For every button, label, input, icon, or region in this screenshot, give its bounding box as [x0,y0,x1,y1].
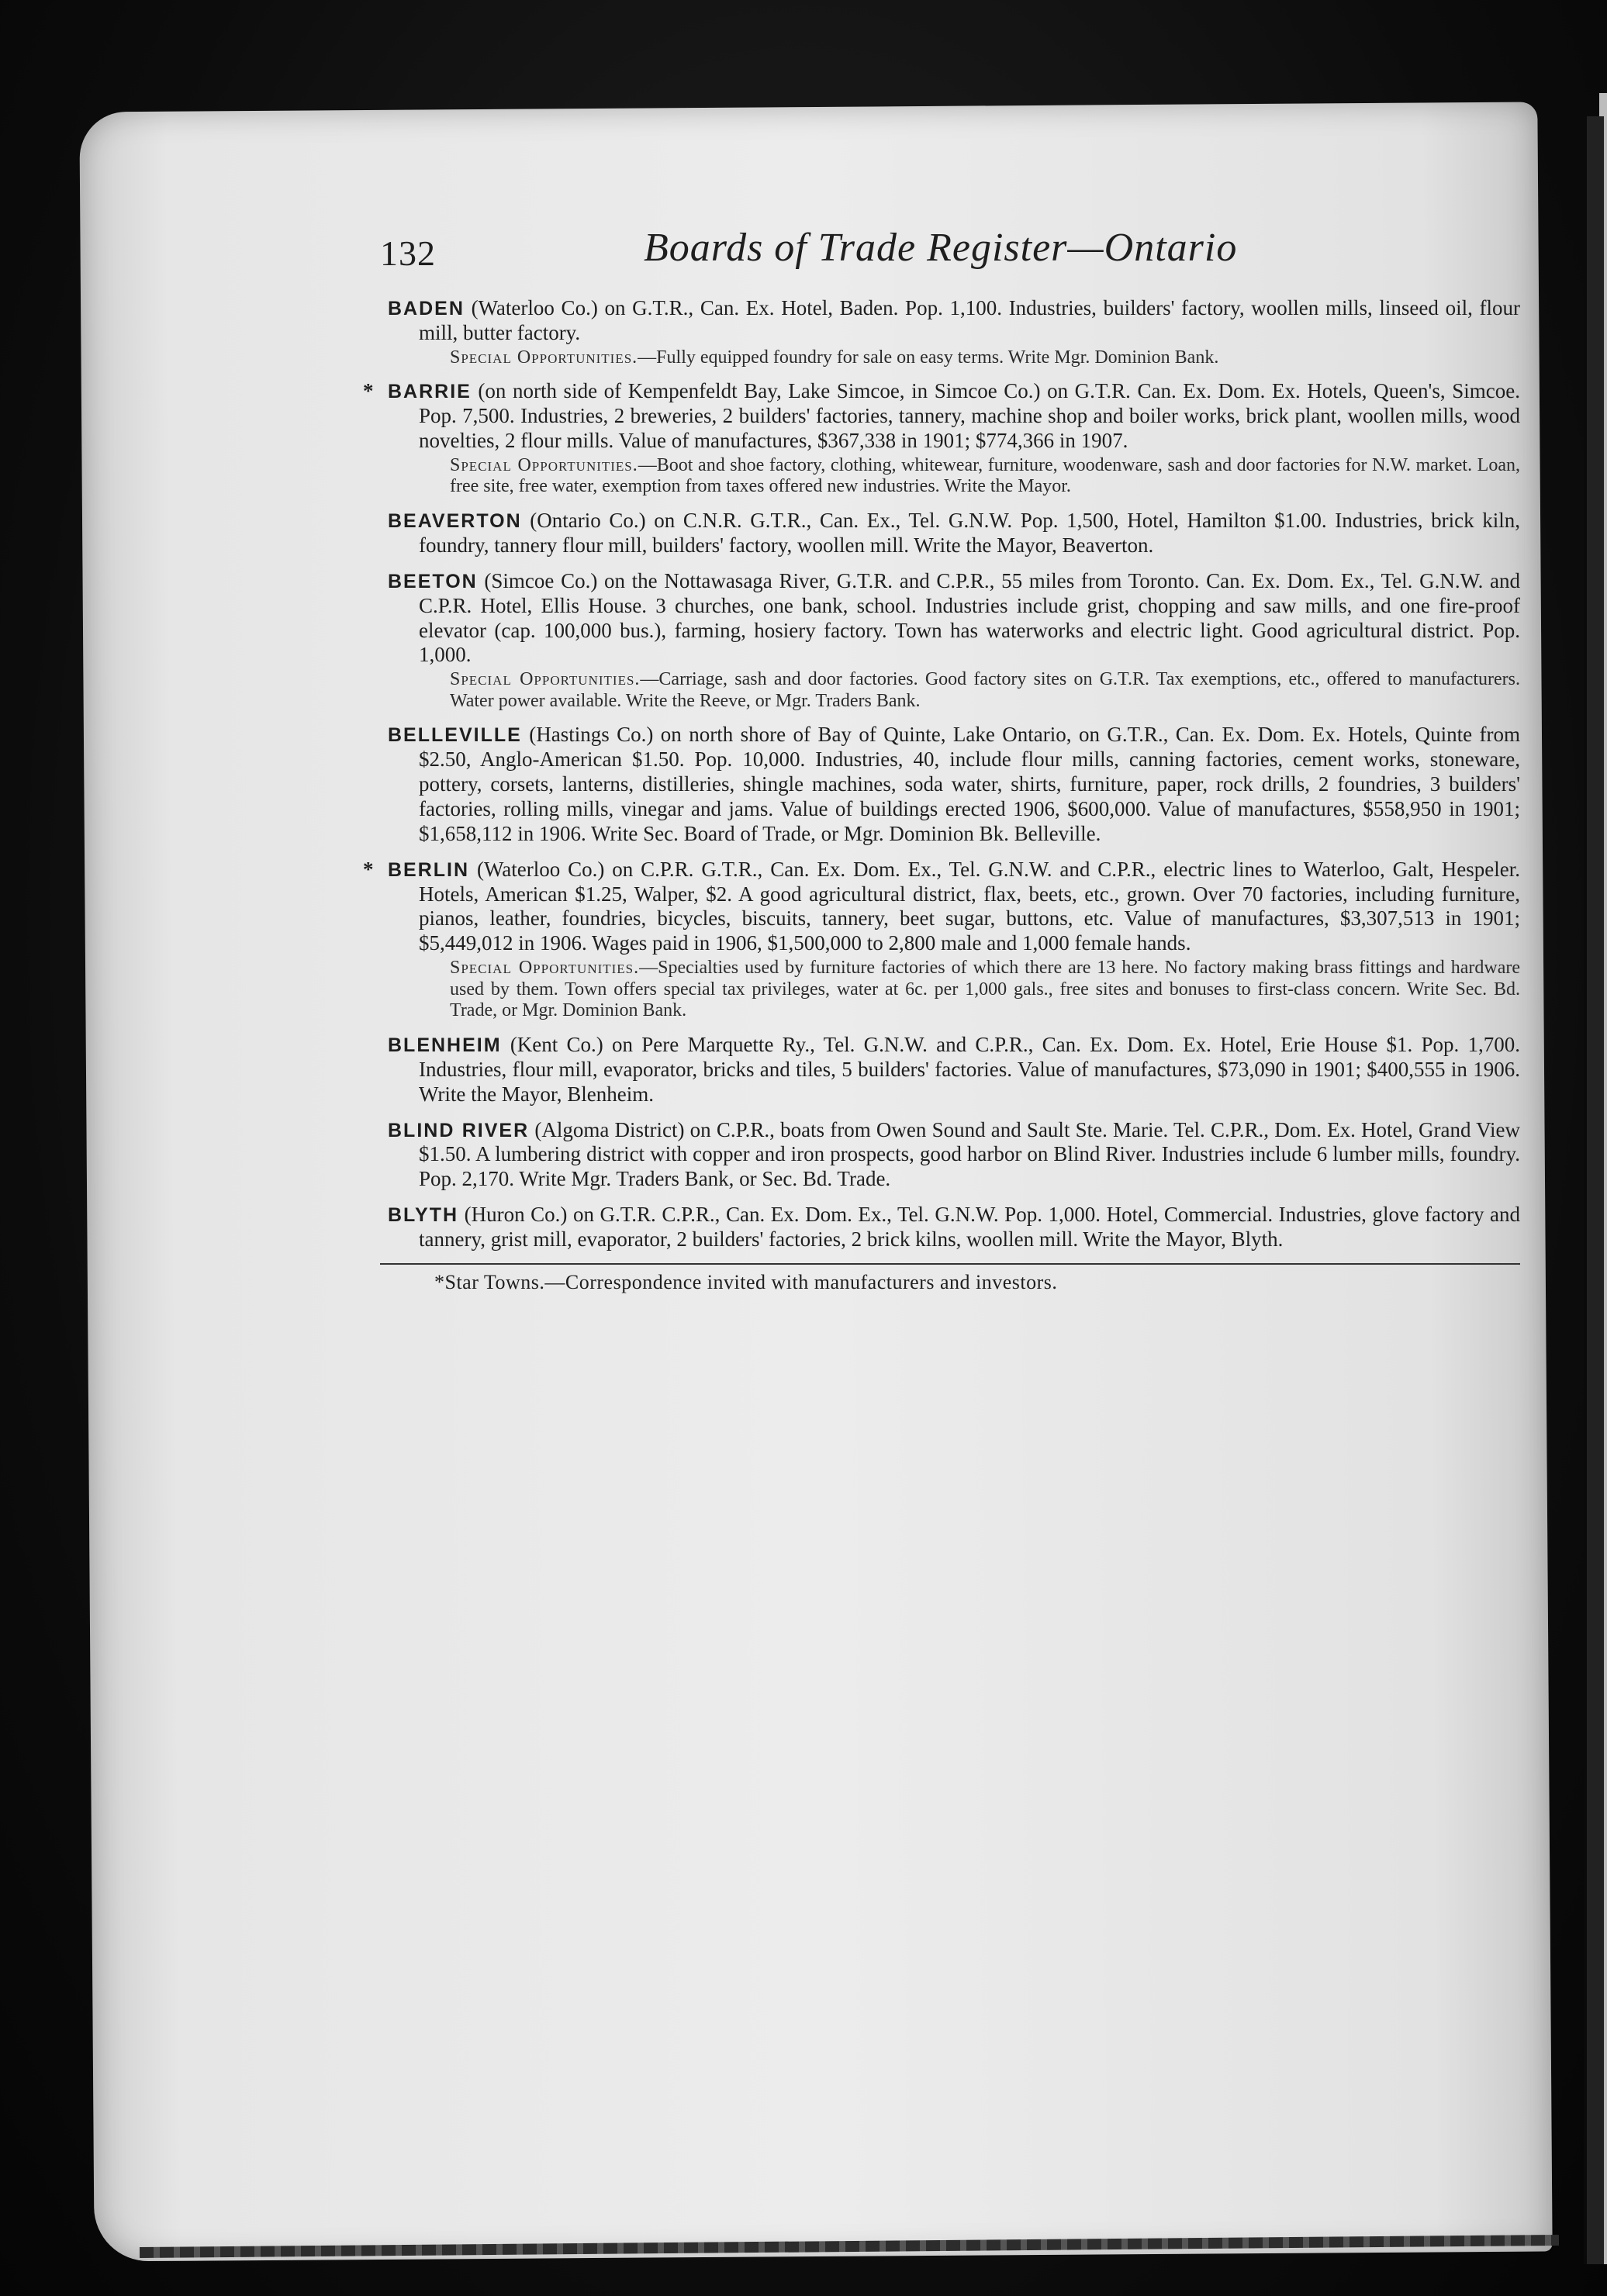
special-opportunities [450,455,1520,498]
town-entry-barrie [295,379,1520,498]
town-entries [295,296,1520,1252]
town-description: (Simcoe Co.) on the Nottawasaga River, G.T.R. and C.P.R., 55 miles from Toronto. Can. Ex. Dom. Ex., Tel. G.N.W. and C.P.R. Hotel, Ellis House. 3 churches, one bank, school. Industries include grist, chopping and saw mills, and one fire-proof elevator (cap. 100,000 bus.), farming, hosiery factory. Town has waterworks and electric light. Good agricultural district. Pop. 1,000. [419,568,1521,667]
town-description: (Huron Co.) on G.T.R. C.P.R., Can. Ex. Dom. Ex., Tel. G.N.W. Pop. 1,000. Hotel, Commercial. Industries, glove factory and tannery, grist mill, evaporator, 2 builders' factories, 2 brick kilns, woollen mill. Write the Mayor, Blyth. [419,1203,1521,1251]
town-description: (Hastings Co.) on north shore of Bay of Quinte, Lake Ontario, on G.T.R., Can. Ex. Dom. Ex. Hotels, Quinte from $2.50, Anglo-American $1.50. Pop. 10,000. Industries, 40, include flour mills, canning factories, cement works, stoneware, pottery, corsets, lanterns, distilleries, shingle machines, soda water, shirts, furniture, paper, rock drills, 2 foundries, 3 builders' factories, rolling mills, vinegar and jams. Value of buildings erected 1906, $600,000. Value of manufactures, $558,950 in 1901; $1,658,112 in 1906. Write Sec. Board of Trade, or Mgr. Dominion Bk. Belleville. [419,723,1520,845]
town-name: BERLIN [388,858,470,881]
special-text: —Boot and shoe factory, clothing, whitewear, furniture, woodenware, sash and door factories for N.W. market. Loan, free site, free water, exemption from taxes offered new industries. Write the Mayor. [450,454,1520,497]
footnote-divider [380,1263,1520,1265]
star-marker: * [363,857,374,881]
special-opportunities [450,958,1520,1022]
running-title: Boards of Trade Register—Ontario [644,226,1238,270]
page-spine-shadow [1584,116,1604,2264]
special-text: —Fully equipped foundry for sale on easy terms. Write Mgr. Dominion Bank. [638,347,1219,368]
special-text: —Carriage, sash and door factories. Good factory sites on G.T.R. Tax exemptions, etc., offered to manufacturers. Water power available. Write the Reeve, or Mgr. Traders Bank. [450,669,1520,711]
town-description: (Waterloo Co.) on C.P.R. G.T.R., Can. Ex. Dom. Ex., Tel. G.N.W. and C.P.R., electric lines to Waterloo, Galt, Hespeler. Hotels, American $1.25, Walper, $2. A good agricultural district, flax, beets, etc., grown. Over 70 factories, including furniture, pianos, leather, foundries, bicycles, biscuits, tannery, beet sugar, buttons, etc. Value of manufactures, $3,307,513 in 1901; $5,449,012 in 1906. Wages paid in 1906, $1,500,000 to 2,800 male and 1,000 female hands. [419,857,1521,955]
town-name: BADEN [388,298,465,319]
town-name: BARRIE [388,381,472,403]
town-name: BELLEVILLE [388,724,522,747]
special-opportunities [450,669,1520,712]
town-entry-beaverton [295,509,1520,558]
special-label: Special Opportunities. [450,669,641,690]
town-entry-beeton [295,569,1520,713]
town-description: (Kent Co.) on Pere Marquette Ry., Tel. G.N.W. and C.P.R., Can. Ex. Dom. Ex. Hotel, Erie House $1. Pop. 1,700. Industries, flour mill, evaporator, bricks and tiles, 5 builders' factories. Value of manufactures, $73,090 in 1901; $400,555 in 1906. Write the Mayor, Blenheim. [419,1032,1521,1106]
town-entry-baden [295,296,1520,368]
town-description: (Algoma District) on C.P.R., boats from Owen Sound and Sault Ste. Marie. Tel. C.P.R., Dom. Ex. Hotel, Grand View $1.50. A lumbering district with copper and iron prospects, good harbor on Blind River. Industries include 6 lumber mills, foundry. Pop. 2,170. Write Mgr. Traders Bank, or Sec. Bd. Trade. [419,1117,1521,1191]
special-opportunities [450,347,1520,369]
town-description: (on north side of Kempenfeldt Bay, Lake Simcoe, in Simcoe Co.) on G.T.R. Can. Ex. Dom. Ex. Hotels, Queen's, Simcoe. Pop. 7,500. Industries, 2 breweries, 2 builders' factories, tannery, machine shop and boiler works, brick plant, woollen mills, wood novelties, 2 flour mills. Value of manufactures, $367,338 in 1901; $774,366 in 1907. [419,379,1520,453]
special-label: Special Opportunities. [450,958,640,979]
page-content [295,217,1520,1294]
town-entry-blenheim [295,1033,1520,1107]
town-entry-blind-river [295,1118,1520,1193]
page-header [295,217,1520,279]
page-number: 132 [380,233,436,273]
town-name: BLYTH [388,1204,459,1227]
town-entry-belleville [295,723,1520,846]
special-label: Special Opportunities. [450,347,638,368]
town-entry-blyth [295,1203,1520,1252]
town-name: BEETON [388,570,478,592]
special-text: —Specialties used by furniture factories of which there are 13 here. No factory making brass fittings and hardware used by them. Town offers special tax privileges, water at 6c. per 1,000 gals., free sites and bonuses to first-class concern. Write Sec. Bd. Trade, or Mgr. Dominion Bank. [450,958,1521,1021]
town-name: BLENHEIM [388,1034,502,1056]
special-label: Special Opportunities. [450,454,638,475]
town-name: BLIND RIVER [388,1119,530,1141]
star-marker: * [363,379,374,403]
footnote: *Star Towns.—Correspondence invited with manufacturers and investors. [434,1270,1058,1293]
town-description: (Waterloo Co.) on G.T.R., Can. Ex. Hotel, Baden. Pop. 1,100. Industries, builders' factory, woollen mills, linseed oil, flour mill, butter factory. [419,296,1520,344]
town-description: (Ontario Co.) on C.N.R. G.T.R., Can. Ex., Tel. G.N.W. Pop. 1,500, Hotel, Hamilton $1.00. Industries, brick kiln, foundry, tannery flour mill, builders' factory, woollen mill. Write the Mayor, Beaverton. [419,509,1520,557]
town-entry-berlin [295,858,1520,1022]
town-name: BEAVERTON [388,510,522,533]
